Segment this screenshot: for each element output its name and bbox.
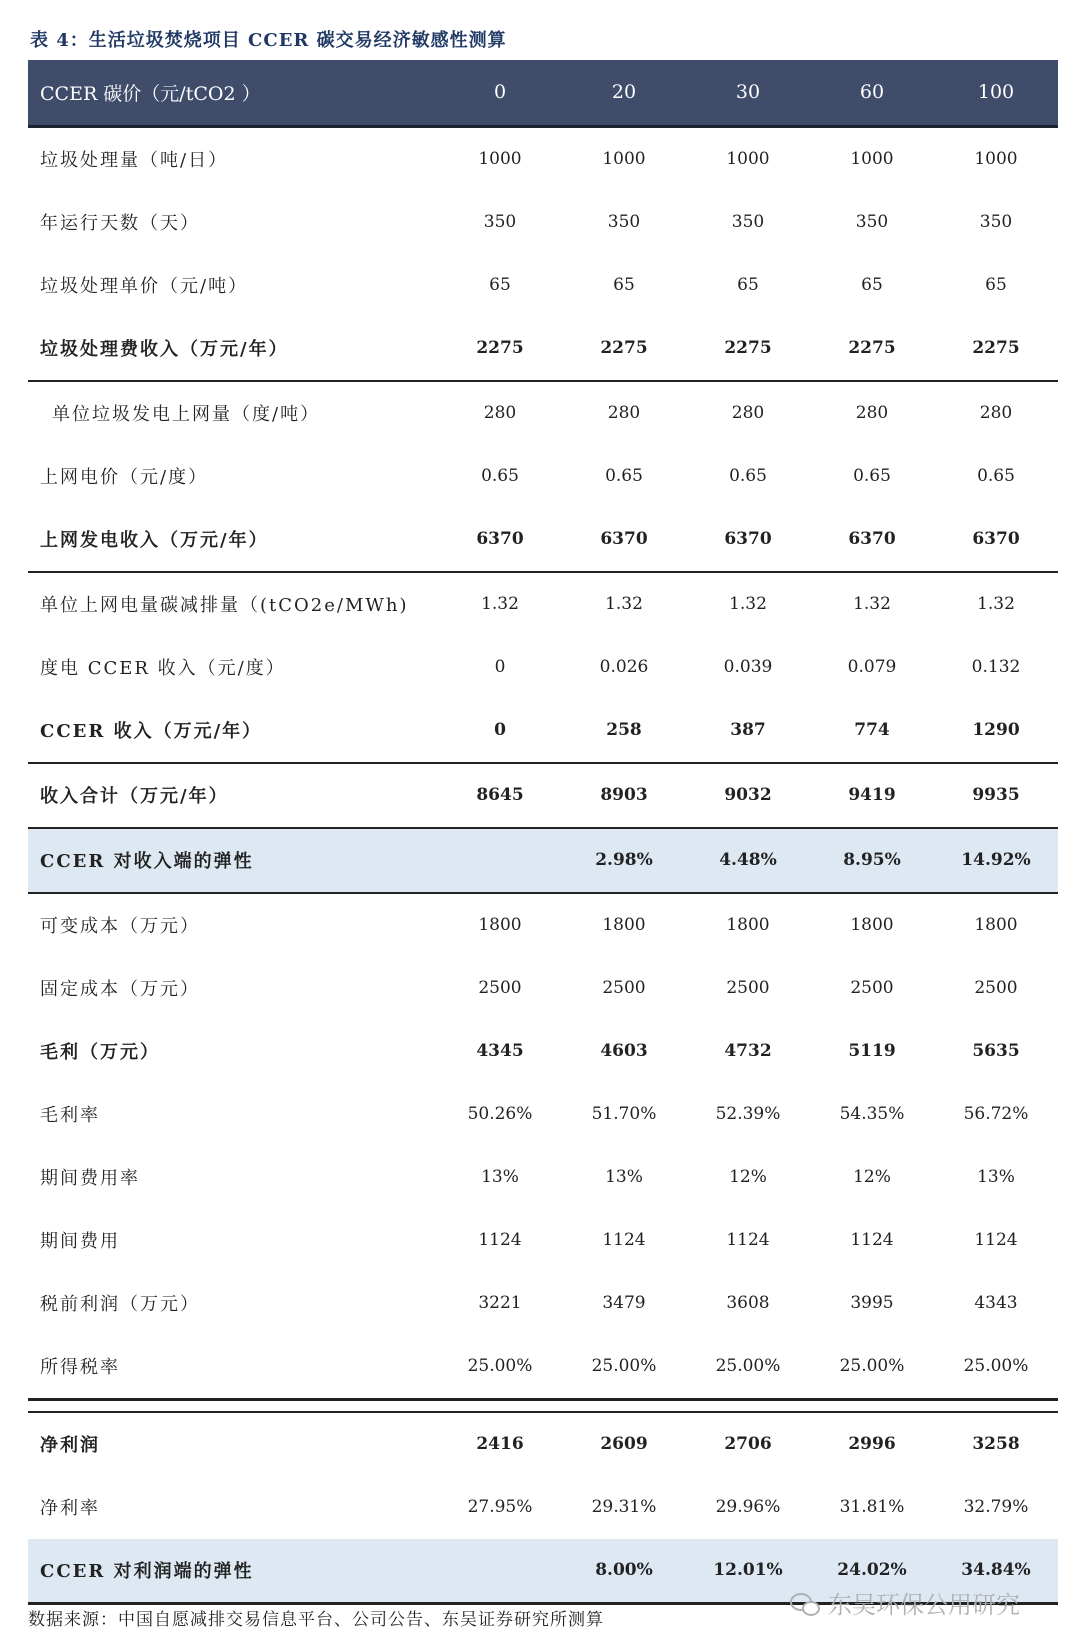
value-cell: 8903: [562, 763, 686, 828]
value-cell: 1800: [850, 915, 894, 935]
value-cell: 4.48%: [686, 828, 810, 893]
row-label: 年运行天数（天）: [40, 213, 200, 234]
value-cell: 25.00%: [934, 1335, 1058, 1400]
value-cell: 3221: [478, 1293, 522, 1313]
value-cell: 1124: [974, 1230, 1018, 1250]
header-cell: 60: [810, 60, 934, 126]
value-cell: 2706: [724, 1434, 772, 1454]
value-cell: 12%: [853, 1167, 891, 1187]
value-cell: 3995: [850, 1293, 894, 1313]
value-cell: 258: [562, 699, 686, 763]
value-cell: 1000: [850, 149, 894, 169]
value-cell: 4345: [476, 1041, 524, 1061]
value-cell: 2609: [600, 1434, 648, 1454]
value-cell: 56.72%: [963, 1104, 1029, 1124]
row-label: 单位垃圾发电上网量（度/吨）: [52, 404, 321, 425]
row-label: CCER 收入（万元/年）: [28, 699, 438, 763]
value-cell: 774: [810, 699, 934, 763]
value-cell: 2500: [602, 978, 646, 998]
value-cell: 1.32: [481, 594, 519, 614]
value-cell: 1800: [478, 915, 522, 935]
value-cell: 9032: [686, 763, 810, 828]
value-cell: 350: [979, 212, 1013, 232]
row-label: CCER 对利润端的弹性: [28, 1539, 438, 1604]
value-cell: 5119: [848, 1041, 896, 1061]
value-cell: 2275: [934, 317, 1058, 381]
header-cell: 0: [438, 60, 562, 126]
value-cell: 12%: [729, 1167, 767, 1187]
table-row: [28, 763, 1058, 828]
value-cell: 280: [483, 403, 517, 423]
value-cell: 8.95%: [810, 828, 934, 893]
table-row: [28, 699, 1058, 763]
value-cell: 1.32: [605, 594, 643, 614]
wechat-icon: [790, 1591, 820, 1615]
row-label: 上网电价（元/度）: [40, 467, 209, 488]
value-cell: 29.31%: [591, 1497, 657, 1517]
row-label: 上网发电收入（万元/年）: [28, 508, 438, 572]
value-cell: 5635: [972, 1041, 1020, 1061]
value-cell: 1.32: [853, 594, 891, 614]
value-cell: 1124: [726, 1230, 770, 1250]
value-cell: 65: [489, 275, 511, 295]
table-row: [28, 317, 1058, 381]
table-row: [28, 572, 1058, 636]
value-cell: 1124: [602, 1230, 646, 1250]
header-cell: 30: [686, 60, 810, 126]
value-cell: 25.00%: [810, 1335, 934, 1400]
value-cell: 0.132: [971, 657, 1021, 677]
value-cell: 52.39%: [715, 1104, 781, 1124]
row-label: 垃圾处理费收入（万元/年）: [28, 317, 438, 381]
header-row: [28, 60, 1058, 126]
table-title: 表 4：生活垃圾焚烧项目 CCER 碳交易经济敏感性测算: [30, 30, 507, 51]
value-cell: 0.026: [599, 657, 649, 677]
value-cell: 280: [607, 403, 641, 423]
value-cell: 1000: [974, 149, 1018, 169]
value-cell: 6370: [438, 508, 562, 572]
value-cell: 1800: [726, 915, 770, 935]
value-cell: 8645: [438, 763, 562, 828]
value-cell: 27.95%: [467, 1497, 533, 1517]
value-cell: 0: [438, 699, 562, 763]
value-cell: 1000: [726, 149, 770, 169]
value-cell: 65: [613, 275, 635, 295]
value-cell: 9419: [810, 763, 934, 828]
row-label: 单位上网电量碳减排量（(tCO2e/MWh): [40, 595, 409, 616]
value-cell: 6370: [934, 508, 1058, 572]
value-cell: 13%: [605, 1167, 643, 1187]
value-cell: 4732: [724, 1041, 772, 1061]
table-row: [28, 828, 1058, 893]
value-cell: 3608: [726, 1293, 770, 1313]
value-cell: 350: [855, 212, 889, 232]
table-row: [28, 1083, 1058, 1146]
value-cell: 1800: [602, 915, 646, 935]
value-cell: 280: [731, 403, 765, 423]
table-body: [28, 126, 1058, 1603]
table-row: [28, 1476, 1058, 1539]
table-row: [28, 126, 1058, 191]
value-cell: 1.32: [977, 594, 1015, 614]
row-label: 可变成本（万元）: [40, 916, 200, 937]
value-cell: 4603: [600, 1041, 648, 1061]
value-cell: 65: [737, 275, 759, 295]
value-cell: 350: [607, 212, 641, 232]
value-cell: 280: [979, 403, 1013, 423]
value-cell: 280: [855, 403, 889, 423]
row-label: 毛利（万元）: [40, 1042, 160, 1063]
value-cell: 3479: [602, 1293, 646, 1313]
value-cell: 31.81%: [839, 1497, 905, 1517]
watermark-text: 东吴环保公用研究: [828, 1591, 1020, 1619]
value-cell: 2275: [438, 317, 562, 381]
value-cell: 1.32: [729, 594, 767, 614]
table-row: [28, 893, 1058, 957]
value-cell: 25.00%: [438, 1335, 562, 1400]
value-cell: 0.039: [723, 657, 773, 677]
value-cell: 0: [494, 657, 506, 677]
header-cell: 100: [934, 60, 1058, 126]
value-cell: 2996: [848, 1434, 896, 1454]
value-cell: 2500: [726, 978, 770, 998]
table-row: [28, 1272, 1058, 1335]
table-row: [28, 636, 1058, 699]
value-cell: 24.02%: [810, 1539, 934, 1604]
value-cell: 1000: [602, 149, 646, 169]
value-cell: 25.00%: [562, 1335, 686, 1400]
value-cell: [438, 828, 562, 893]
row-label: 垃圾处理量（吨/日）: [40, 150, 229, 171]
sensitivity-table: [28, 60, 1058, 1605]
value-cell: 51.70%: [591, 1104, 657, 1124]
spacer-cell: [28, 1399, 1058, 1412]
table-row: [28, 191, 1058, 254]
value-cell: 6370: [562, 508, 686, 572]
sensitivity-table-container: [28, 60, 1058, 1605]
table-row: [28, 1335, 1058, 1400]
value-cell: 387: [686, 699, 810, 763]
value-cell: 2416: [476, 1434, 524, 1454]
value-cell: 6370: [686, 508, 810, 572]
value-cell: 54.35%: [839, 1104, 905, 1124]
row-label: 毛利率: [40, 1105, 100, 1126]
row-label: CCER 对收入端的弹性: [28, 828, 438, 893]
value-cell: 2500: [850, 978, 894, 998]
value-cell: 2275: [686, 317, 810, 381]
row-label: 期间费用率: [40, 1168, 140, 1189]
value-cell: 32.79%: [963, 1497, 1029, 1517]
row-label: 固定成本（万元）: [40, 979, 200, 1000]
row-label: 净利率: [40, 1498, 100, 1519]
row-label: 度电 CCER 收入（元/度）: [40, 658, 286, 679]
value-cell: 1290: [934, 699, 1058, 763]
value-cell: 65: [985, 275, 1007, 295]
value-cell: 350: [731, 212, 765, 232]
table-row: [28, 1146, 1058, 1209]
value-cell: 12.01%: [686, 1539, 810, 1604]
table-row: [28, 1209, 1058, 1272]
table-row: [28, 254, 1058, 317]
value-cell: 0.65: [481, 466, 519, 486]
value-cell: 2.98%: [562, 828, 686, 893]
value-cell: 2275: [810, 317, 934, 381]
value-cell: 1000: [478, 149, 522, 169]
value-cell: 350: [483, 212, 517, 232]
value-cell: 29.96%: [715, 1497, 781, 1517]
value-cell: 0.65: [977, 466, 1015, 486]
table-row: [28, 381, 1058, 445]
value-cell: 1124: [850, 1230, 894, 1250]
header-cell: CCER 碳价（元/tCO2 ）: [28, 60, 438, 126]
value-cell: 2275: [562, 317, 686, 381]
value-cell: 34.84%: [934, 1539, 1058, 1604]
value-cell: 1124: [478, 1230, 522, 1250]
value-cell: 65: [861, 275, 883, 295]
header-cell: 20: [562, 60, 686, 126]
table-row: [28, 957, 1058, 1020]
value-cell: 0.079: [847, 657, 897, 677]
value-cell: 2500: [974, 978, 1018, 998]
value-cell: 25.00%: [686, 1335, 810, 1400]
watermark: [790, 1585, 1020, 1620]
value-cell: 0.65: [729, 466, 767, 486]
source-note: 数据来源：中国自愿减排交易信息平台、公司公告、东吴证券研究所测算: [28, 1610, 604, 1630]
row-label: 所得税率: [28, 1335, 438, 1400]
spacer-row: [28, 1399, 1058, 1412]
value-cell: 50.26%: [467, 1104, 533, 1124]
value-cell: 14.92%: [934, 828, 1058, 893]
table-row: [28, 445, 1058, 508]
value-cell: 9935: [934, 763, 1058, 828]
value-cell: 13%: [481, 1167, 519, 1187]
table-row: [28, 1412, 1058, 1476]
value-cell: 13%: [977, 1167, 1015, 1187]
value-cell: 0.65: [853, 466, 891, 486]
value-cell: 6370: [810, 508, 934, 572]
value-cell: 2500: [478, 978, 522, 998]
value-cell: 3258: [972, 1434, 1020, 1454]
value-cell: [438, 1539, 562, 1604]
table-row: [28, 1020, 1058, 1083]
value-cell: 4343: [974, 1293, 1018, 1313]
row-label: 垃圾处理单价（元/吨）: [40, 276, 249, 297]
row-label: 收入合计（万元/年）: [28, 763, 438, 828]
value-cell: 1800: [974, 915, 1018, 935]
value-cell: 8.00%: [562, 1539, 686, 1604]
row-label: 期间费用: [40, 1231, 120, 1252]
row-label: 净利润: [40, 1435, 100, 1456]
row-label: 税前利润（万元）: [40, 1294, 200, 1315]
value-cell: 0.65: [605, 466, 643, 486]
table-row: [28, 508, 1058, 572]
